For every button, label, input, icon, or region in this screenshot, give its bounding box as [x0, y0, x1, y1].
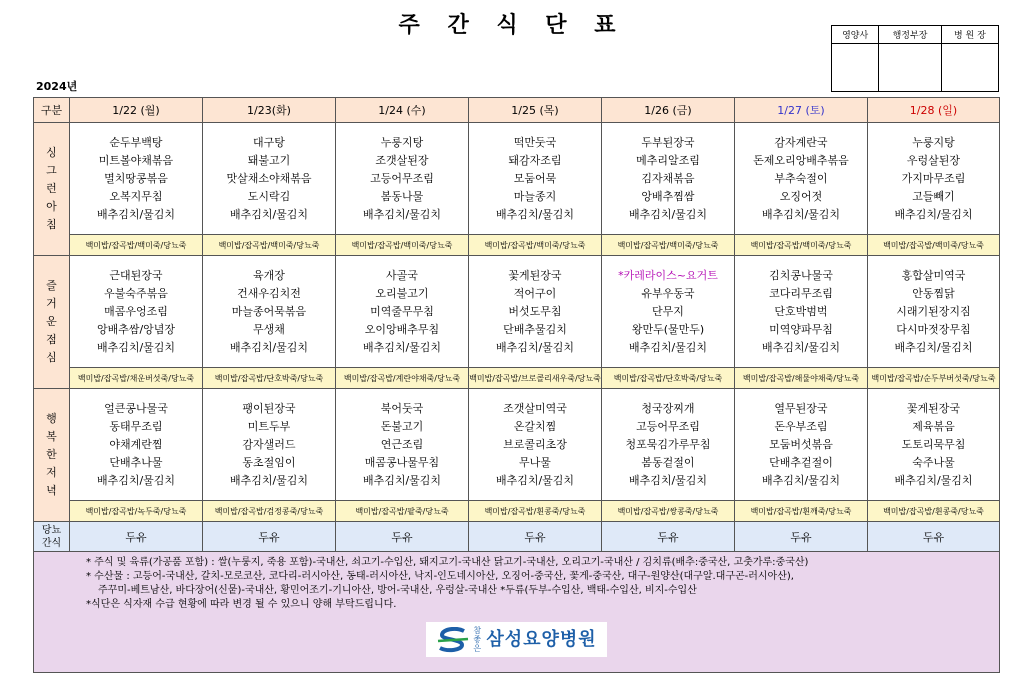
day-header: 1/25 (목): [469, 98, 602, 123]
meal-label-char: 운: [46, 315, 57, 328]
dish-item: 시래기된장지짐: [896, 304, 971, 318]
dish-item: 단무지: [652, 304, 684, 318]
logo-box: [426, 622, 606, 657]
dish-item: 야채계란찜: [109, 437, 163, 451]
dish-cell: [602, 123, 735, 235]
dish-cell: [336, 123, 469, 235]
meal-label-char: 저: [46, 466, 57, 479]
rice-row: [34, 368, 1000, 389]
dish-item: 배추김치/물김치: [362, 207, 442, 221]
dish-cell: [336, 256, 469, 368]
meal-label-char: 심: [46, 351, 57, 364]
logo-s-icon: [436, 627, 470, 653]
dish-item: 배추김치/물김치: [761, 473, 841, 487]
dish-item: 고들빼기: [912, 189, 955, 203]
dish-cell: [70, 256, 203, 368]
rice-cell: 백미밥/잡곡밥/계란야채죽/당뇨죽: [336, 368, 469, 389]
dish-item: 청포묵김가루무침: [625, 437, 711, 451]
meal-label-char: 행: [46, 412, 57, 425]
rice-cell: 백미밥/잡곡밥/채운버섯죽/당뇨죽: [70, 368, 203, 389]
dish-item: 동초절임이: [242, 455, 296, 469]
dish-item: 우렁살된장: [906, 153, 961, 167]
dish-item: 감자계란국: [774, 135, 828, 149]
approval-nutritionist-label: 영양사: [832, 26, 879, 44]
meal-label-char: 즐: [46, 279, 57, 292]
notes-cell: [34, 552, 1000, 673]
dish-item: 열무된장국: [774, 401, 828, 415]
dish-item: 순두부백탕: [109, 135, 163, 149]
dish-item: 마늘종지: [513, 189, 557, 203]
dish-item: 감자샐러드: [242, 437, 296, 451]
approval-director-label: 병 원 장: [941, 26, 998, 44]
dish-item: 배추김치/물김치: [362, 473, 442, 487]
day-header: 1/22 (월): [70, 98, 203, 123]
snack-cell: 두유: [735, 522, 868, 552]
meal-label-char: 녁: [46, 484, 57, 497]
notes-row: [34, 552, 1000, 673]
dish-item: 배추김치/물김치: [894, 473, 973, 487]
dish-item: 도시락김: [247, 189, 291, 203]
dish-item: 미트두부: [247, 419, 291, 433]
rice-cell: 백미밥/잡곡밥/백미죽/당뇨죽: [469, 235, 602, 256]
dish-item: 사골국: [386, 268, 418, 282]
meal-label-char: 런: [46, 182, 57, 195]
note-line: *식단은 식자재 수급 현황에 따라 변경 될 수 있으니 양해 부탁드립니다.: [86, 599, 397, 610]
dish-item: 미역줄무무침: [370, 304, 434, 318]
meal-label-char: 거: [46, 297, 57, 310]
dish-item: 김치콩나물국: [769, 268, 833, 282]
day-header: 1/24 (수): [336, 98, 469, 123]
dish-item: 매콤콩나물무침: [364, 455, 440, 469]
rice-cell: 백미밥/잡곡밥/팥죽/당뇨죽: [336, 501, 469, 522]
day-header: 1/26 (금): [602, 98, 735, 123]
page-title: 주 간 식 단 표: [398, 13, 626, 38]
dish-item: 오징어젓: [779, 189, 823, 203]
meal-row: [34, 256, 1000, 368]
day-header: 1/23(화): [203, 98, 336, 123]
dish-item: 김자채볶음: [641, 171, 695, 185]
rice-cell: 백미밥/잡곡밥/흰콩죽/당뇨죽: [469, 501, 602, 522]
dish-cell: [602, 389, 735, 501]
meal-row: [34, 123, 1000, 235]
rice-row: [34, 235, 1000, 256]
dish-item: 배추김치/물김치: [894, 207, 973, 221]
dish-item: 얼큰콩나물국: [104, 401, 168, 415]
header-row: [34, 98, 1000, 123]
dish-item: 돈우부조림: [774, 419, 828, 433]
meal-label-char: 그: [46, 164, 57, 177]
dish-cell: [868, 256, 1000, 368]
dish-item: 육개장: [253, 268, 285, 282]
approval-nutritionist-sign: [832, 44, 879, 92]
snack-cell: 두유: [469, 522, 602, 552]
dish-cell: [469, 256, 602, 368]
logo-hospital-name: 삼성요양병원: [486, 628, 597, 650]
hospital-logo: [34, 622, 999, 657]
snack-label: [34, 522, 70, 552]
dish-item: 연근조림: [380, 437, 424, 451]
dish-item: 부추숙절이: [774, 171, 828, 185]
dish-item: 고등어무조림: [370, 171, 434, 185]
rice-cell: 백미밥/잡곡밥/백미죽/당뇨죽: [70, 235, 203, 256]
rice-cell: 백미밥/잡곡밥/쌍콩죽/당뇨죽: [602, 501, 735, 522]
year-label: 2024년: [36, 80, 78, 93]
meal-label: [34, 389, 70, 522]
dish-item: 근대된장국: [109, 268, 163, 282]
dish-item: 무나물: [519, 455, 551, 469]
dish-item: 배추김치/물김치: [628, 207, 708, 221]
rice-cell: 백미밥/잡곡밥/백미죽/당뇨죽: [203, 235, 336, 256]
dish-item: 배추김치/물김치: [96, 207, 176, 221]
dish-item: 오이앙배추무침: [364, 322, 440, 336]
dish-cell: [70, 123, 203, 235]
dish-cell: [203, 123, 336, 235]
dish-item: 봄동나물: [380, 189, 424, 203]
weekly-menu-table: [33, 97, 1000, 673]
meal-label-char: 싱: [46, 146, 57, 159]
dish-item: 맛살채소야채볶음: [226, 171, 312, 185]
snack-cell: 두유: [868, 522, 1000, 552]
dish-item: 배추김치/물김치: [96, 340, 176, 354]
rice-cell: 백미밥/잡곡밥/브로콜리새우죽/당뇨죽: [469, 368, 602, 389]
meal-label-char: 점: [46, 333, 57, 346]
dish-item: 떡만둣국: [513, 135, 557, 149]
snack-label-part: 당뇨: [41, 524, 62, 536]
dish-item: 단배추겉절이: [769, 455, 833, 469]
dish-item: 도토리묵무침: [901, 437, 966, 451]
rice-cell: 백미밥/잡곡밥/백미죽/당뇨죽: [336, 235, 469, 256]
rice-cell: 백미밥/잡곡밥/흰콩죽/당뇨죽: [868, 501, 1000, 522]
note-line: * 주식 및 육류(가공품 포함) : 쌀(누룽지, 죽용 포함)-국내산, 쇠고기-수입산, 돼지고기-국내산 닭고기-국내산, 오리고기-국내산 / 김치류(배추:중국산, 고춧가루:중국산): [86, 557, 809, 568]
dish-item: 팽이된장국: [242, 401, 296, 415]
dish-cell: [336, 389, 469, 501]
rice-cell: 백미밥/잡곡밥/검정콩죽/당뇨죽: [203, 501, 336, 522]
dish-item: 배추김치/물김치: [495, 340, 575, 354]
dish-item: 안동찜닭: [912, 286, 955, 300]
dish-item: 돼감자조림: [508, 153, 562, 167]
header-label: 구분: [34, 98, 70, 123]
day-header: 1/27 (토): [735, 98, 868, 123]
dish-item: 홍합살미역국: [901, 268, 966, 282]
snack-row: [34, 522, 1000, 552]
approval-admin-sign: [879, 44, 941, 92]
dish-item: 무생채: [253, 322, 285, 336]
snack-cell: 두유: [203, 522, 336, 552]
dish-item: 가지마무조림: [901, 171, 966, 185]
logo-tagline: 참좋은: [473, 626, 482, 653]
dish-item: 적어구이: [513, 286, 557, 300]
meal-label-char: 아: [46, 200, 57, 213]
dish-item: 제육볶음: [912, 419, 955, 433]
dish-item: 배추김치/물김치: [894, 340, 973, 354]
dish-item: 배추김치/물김치: [96, 473, 176, 487]
dish-item: 앙배추찜쌈: [641, 189, 695, 203]
dish-item: 고등어무조림: [636, 419, 700, 433]
dish-item: 꽃게된장국: [906, 401, 961, 415]
dish-item: 미트볼야채볶음: [98, 153, 174, 167]
snack-cell: 두유: [70, 522, 203, 552]
rice-cell: 백미밥/잡곡밥/해물야채죽/당뇨죽: [735, 368, 868, 389]
dish-item: 북어둣국: [380, 401, 424, 415]
note-line: * 수산물 : 고등어-국내산, 갈치-모로코산, 코다리-러시아산, 동태-러시아산, 낙지-인도네시아산, 오징어-중국산, 꽃게-중국산, 대구-원양산(대구알.대구곤-러시아산),: [86, 571, 794, 582]
dish-item: 배추김치/물김치: [229, 473, 309, 487]
dish-item: 건새우김치전: [237, 286, 301, 300]
meal-label-char: 복: [46, 430, 57, 443]
dish-item: 미역양파무침: [769, 322, 833, 336]
dish-item: *카레라이스~요거트: [618, 268, 718, 282]
dish-item: 단호박범벅: [774, 304, 828, 318]
dish-item: 유부우동국: [641, 286, 695, 300]
dish-item: 배추김치/물김치: [229, 207, 309, 221]
dish-item: 다시마젓장무침: [896, 322, 971, 336]
dish-item: 오리불고기: [375, 286, 429, 300]
dish-item: 돼불고기: [247, 153, 291, 167]
dish-cell: [868, 389, 1000, 501]
dish-item: 단배추물김치: [503, 322, 567, 336]
dish-item: 매콤우엉조림: [104, 304, 168, 318]
approval-director-sign: [941, 44, 998, 92]
snack-cell: 두유: [336, 522, 469, 552]
dish-item: 동태무조림: [109, 419, 163, 433]
dish-item: 배추김치/물김치: [495, 473, 575, 487]
dish-item: 두부된장국: [641, 135, 695, 149]
dish-item: 누룽지탕: [912, 135, 955, 149]
dish-item: 배추김치/물김치: [495, 207, 575, 221]
dish-cell: [469, 123, 602, 235]
meal-row: [34, 389, 1000, 501]
dish-cell: [735, 256, 868, 368]
meal-label: [34, 256, 70, 389]
dish-item: 꽃게된장국: [508, 268, 562, 282]
rice-cell: 백미밥/잡곡밥/백미죽/당뇨죽: [868, 235, 1000, 256]
dish-item: 숙주나물: [912, 455, 955, 469]
dish-item: 모둠어묵: [513, 171, 557, 185]
dish-item: 버섯도무침: [508, 304, 562, 318]
rice-row: [34, 501, 1000, 522]
dish-item: 멸치땅콩볶음: [104, 171, 168, 185]
rice-cell: 백미밥/잡곡밥/순두부버섯죽/당뇨죽: [868, 368, 1000, 389]
dish-item: 배추김치/물김치: [628, 473, 708, 487]
dish-item: 배추김치/물김치: [628, 340, 708, 354]
dish-item: 누룽지탕: [380, 135, 424, 149]
dish-cell: [602, 256, 735, 368]
rice-cell: 백미밥/잡곡밥/흰깨죽/당뇨죽: [735, 501, 868, 522]
dish-item: 봄동겉절이: [641, 455, 695, 469]
dish-cell: [469, 389, 602, 501]
dish-item: 조갯살된장: [375, 153, 429, 167]
approval-admin-label: 행정부장: [879, 26, 941, 44]
snack-cell: 두유: [602, 522, 735, 552]
dish-item: 오복지무침: [109, 189, 163, 203]
dish-cell: [203, 389, 336, 501]
snack-label-part: 간식: [41, 537, 62, 549]
rice-cell: 백미밥/잡곡밥/백미죽/당뇨죽: [735, 235, 868, 256]
dish-item: 우불숙주볶음: [104, 286, 168, 300]
dish-item: 대구탕: [253, 135, 285, 149]
dish-item: 배추김치/물김치: [761, 207, 841, 221]
rice-cell: 백미밥/잡곡밥/백미죽/당뇨죽: [602, 235, 735, 256]
rice-cell: 백미밥/잡곡밥/단호박죽/당뇨죽: [203, 368, 336, 389]
dish-item: 브로콜리초장: [503, 437, 567, 451]
dish-item: 앙배추쌈/앙념장: [96, 322, 176, 336]
dish-item: 모둠버섯볶음: [769, 437, 833, 451]
dish-cell: [868, 123, 1000, 235]
dish-item: 배추김치/물김치: [761, 340, 841, 354]
meal-label-char: 침: [46, 218, 57, 231]
dish-item: 왕만두(물만두): [631, 322, 705, 336]
day-header: 1/28 (일): [868, 98, 1000, 123]
dish-item: 코다리무조림: [769, 286, 833, 300]
dish-cell: [70, 389, 203, 501]
dish-item: 메추리알조림: [636, 153, 700, 167]
dish-cell: [735, 123, 868, 235]
dish-cell: [735, 389, 868, 501]
dish-item: 돈불고기: [380, 419, 424, 433]
dish-item: 배추김치/물김치: [362, 340, 442, 354]
rice-cell: 백미밥/잡곡밥/녹두죽/당뇨죽: [70, 501, 203, 522]
dish-item: 청국장찌개: [641, 401, 695, 415]
approval-box: [831, 25, 999, 92]
dish-item: 조갯살미역국: [503, 401, 567, 415]
dish-item: 온갈치찜: [513, 419, 557, 433]
note-line: 주꾸미-베트남산, 바다장어(신뭍)-국내산, 황민어조기-기니아산, 방어-국내산, 우렁살-국내산 *두류(두부-수입산, 백태-수입산, 비지-수입산: [98, 585, 697, 596]
dish-item: 배추김치/물김치: [229, 340, 309, 354]
dish-item: 돈제오리앙배추볶음: [753, 153, 849, 167]
rice-cell: 백미밥/잡곡밥/단호박죽/당뇨죽: [602, 368, 735, 389]
meal-label-char: 한: [46, 448, 57, 461]
meal-label: [34, 123, 70, 256]
dish-item: 마늘종어묵볶음: [231, 304, 307, 318]
dish-item: 단배추나물: [109, 455, 163, 469]
dish-cell: [203, 256, 336, 368]
